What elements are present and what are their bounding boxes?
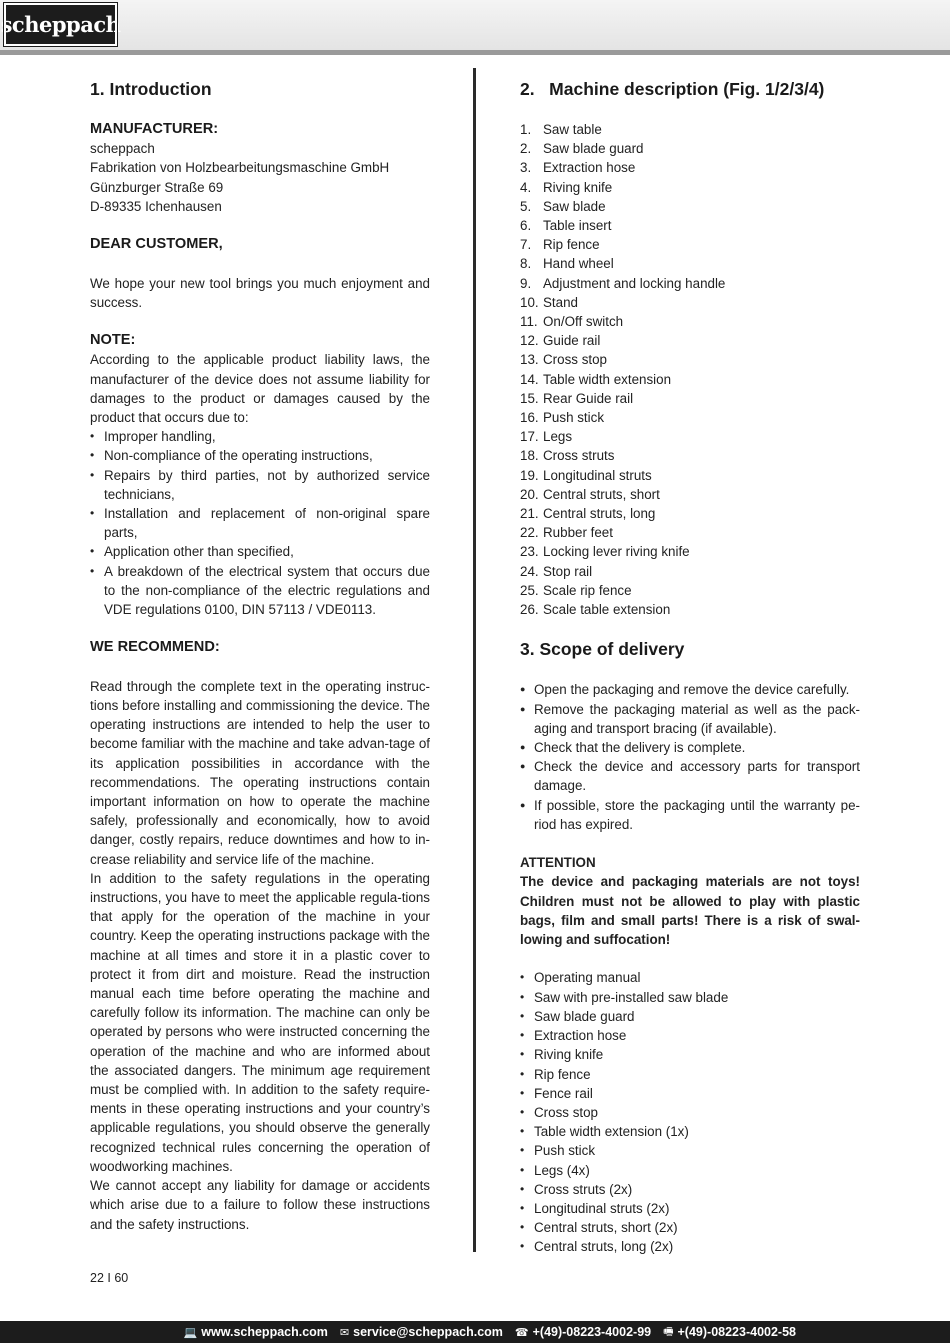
item-number: 14.	[520, 371, 539, 387]
right-column	[520, 78, 860, 1257]
footer-web[interactable]	[184, 1325, 328, 1339]
machine-part-item	[520, 293, 860, 312]
list-item: • Saw with pre-installed saw blade	[520, 988, 860, 1007]
machine-part-item	[520, 581, 860, 600]
list-item: ● If possible, store the packaging until the warranty pe-riod has expired.	[520, 796, 860, 834]
dear-customer-text: We hope your new tool brings you much enjoyment and success.	[90, 275, 430, 310]
machine-part-item	[520, 139, 860, 158]
machine-part-item	[520, 427, 860, 446]
list-item: • Central struts, long (2x)	[520, 1237, 860, 1256]
manufacturer-line: D-89335 Ichenhausen	[90, 198, 222, 214]
list-item: • Operating manual	[520, 968, 860, 987]
machine-part-item	[520, 523, 860, 542]
manufacturer-heading: MANUFACTURER:	[90, 121, 219, 137]
machine-description-title: 2. Machine description (Fig. 1/2/3/4)	[520, 79, 825, 99]
item-label: Stand	[543, 294, 578, 310]
list-item: ● Check the device and accessory parts for transport damage.	[520, 757, 860, 795]
footer-bar	[0, 1321, 950, 1343]
fax-number: +(49)-08223-4002-58	[677, 1325, 796, 1339]
manufacturer-line: Günzburger Straße 69	[90, 179, 224, 195]
item-label: Extraction hose	[543, 160, 636, 176]
item-label: Scale rip fence	[543, 582, 632, 598]
item-number: 8.	[520, 256, 532, 272]
item-number: 1.	[520, 122, 532, 137]
item-number: 24.	[520, 563, 539, 579]
machine-part-item	[520, 466, 860, 485]
item-label: Hand wheel	[543, 256, 614, 272]
machine-part-item	[520, 254, 860, 273]
note-heading: NOTE:	[90, 332, 136, 349]
item-number: 2.	[520, 141, 532, 157]
item-label: Locking lever riving knife	[543, 544, 690, 560]
machine-part-item	[520, 216, 860, 235]
manufacturer-line: Fabrikation von Holzbearbeitungsmaschine GmbH	[90, 160, 390, 176]
computer-icon: 💻	[183, 1326, 198, 1339]
machine-part-item	[520, 331, 860, 350]
item-number: 3.	[520, 160, 532, 176]
item-label: Stop rail	[543, 563, 593, 579]
item-label: Cross struts	[543, 448, 615, 464]
list-item: • Extraction hose	[520, 1026, 860, 1045]
list-item: • Central struts, short (2x)	[520, 1218, 860, 1237]
machine-part-item	[520, 312, 860, 331]
list-item: • Fence rail	[520, 1084, 860, 1103]
machine-parts-list	[520, 120, 860, 619]
list-item: ● Open the packaging and remove the device carefully.	[520, 680, 860, 699]
machine-part-item	[520, 197, 860, 216]
item-label: Legs	[543, 429, 573, 445]
item-number: 18.	[520, 448, 539, 464]
item-number: 15.	[520, 390, 539, 406]
item-label: Push stick	[543, 410, 605, 426]
item-number: 17.	[520, 429, 539, 445]
envelope-icon: ✉	[339, 1326, 350, 1339]
recommend-paragraph: Read through the complete text in the operating instruc-tions before installing and commissioning the device. The operating instructions are intended to help the user to become familiar with the machine and take advan-tage of its application possibilities in accordance with the recommendations. The operating instructions contain important information on how to operate the machine safely, professionally and economically, how to avoid danger, costly repairs, reduce downtimes and how to in-crease reliability and service life of the machine.	[90, 678, 430, 867]
email-link[interactable]: service@scheppach.com	[353, 1325, 503, 1339]
item-number: 22.	[520, 525, 539, 541]
page-number: 22 I 60	[90, 1271, 129, 1285]
machine-part-item	[520, 408, 860, 427]
machine-part-item	[520, 274, 860, 293]
manufacturer-line: scheppach	[90, 141, 155, 157]
item-label: Central struts, short	[543, 486, 660, 502]
machine-part-item	[520, 600, 860, 619]
delivery-steps-list	[520, 680, 860, 834]
list-item: • Push stick	[520, 1141, 860, 1160]
item-label: Cross stop	[543, 352, 607, 368]
item-number: 11.	[520, 314, 538, 330]
list-item: • Improper handling,	[90, 427, 430, 446]
item-number: 9.	[520, 275, 532, 291]
machine-part-item	[520, 370, 860, 389]
list-item: • Saw blade guard	[520, 1007, 860, 1026]
machine-part-item	[520, 120, 860, 139]
list-item: • Installation and replacement of non-original spare parts,	[90, 504, 430, 542]
machine-part-item	[520, 158, 860, 177]
item-number: 6.	[520, 218, 532, 234]
footer-fax	[663, 1323, 796, 1342]
list-item: • Cross struts (2x)	[520, 1180, 860, 1199]
list-item: • Rip fence	[520, 1065, 860, 1084]
fax-icon: 🖷	[663, 1325, 674, 1338]
machine-part-item	[520, 235, 860, 254]
dear-customer-heading: DEAR CUSTOMER,	[90, 236, 223, 253]
machine-part-item	[520, 485, 860, 504]
item-number: 19.	[520, 467, 539, 483]
item-label: Table width extension	[543, 371, 672, 387]
item-number: 12.	[520, 333, 539, 349]
item-label: Central struts, long	[543, 506, 656, 522]
left-column	[90, 78, 430, 1234]
item-number: 13.	[520, 352, 539, 368]
machine-part-item	[520, 562, 860, 581]
item-label: Riving knife	[543, 179, 613, 195]
item-number: 20.	[520, 486, 539, 502]
item-label: Table insert	[543, 218, 612, 234]
note-list	[90, 427, 430, 619]
list-item: • Riving knife	[520, 1045, 860, 1064]
website-link[interactable]: www.scheppach.com	[201, 1325, 328, 1339]
list-item: • A breakdown of the electrical system that occurs due to the non-compliance of the electric regulations and VDE regulations 0100, DIN 57113 / VDE0113.	[90, 562, 430, 620]
item-label: Rubber feet	[543, 525, 613, 541]
footer-email[interactable]	[340, 1325, 503, 1339]
machine-part-item	[520, 446, 860, 465]
list-item: ● Remove the packaging material as well as the pack-aging and transport bracing (if available).	[520, 700, 860, 738]
footer-phone	[515, 1325, 651, 1339]
recommend-paragraph: We cannot accept any liability for damage or accidents which arise due to a failure to follow these instructions and the safety instructions.	[90, 1178, 430, 1232]
attention-text: The device and packaging materials are not toys! Children must not be allowed to play with plastic bags, film and small parts! There is a risk of swal-lowing and suffocation!	[520, 874, 860, 948]
scheppach-logo: scheppach	[4, 3, 117, 46]
intro-title: 1. Introduction	[90, 79, 212, 99]
list-item: • Repairs by third parties, not by authorized service technicians,	[90, 466, 430, 504]
delivery-items-list	[520, 968, 860, 1256]
item-label: Saw blade guard	[543, 141, 644, 157]
item-number: 23.	[520, 544, 539, 560]
machine-part-item	[520, 389, 860, 408]
list-item: • Legs (4x)	[520, 1161, 860, 1180]
item-number: 10.	[520, 294, 539, 310]
item-number: 16.	[520, 410, 539, 426]
item-label: Saw table	[543, 122, 602, 137]
header-bar	[0, 0, 950, 55]
item-label: On/Off switch	[543, 314, 624, 330]
item-label: Saw blade	[543, 198, 606, 214]
item-label: Rip fence	[543, 237, 600, 253]
note-text: According to the applicable product liability laws, the manufacturer of the device does not assume liability for damages to the product or damages caused by the product that occurs due to:	[90, 352, 430, 425]
item-label: Scale table extension	[543, 602, 671, 618]
list-item: • Cross stop	[520, 1103, 860, 1122]
phone-icon: ☎	[514, 1326, 529, 1339]
item-label: Longitudinal struts	[543, 467, 652, 483]
item-label: Adjustment and locking handle	[543, 275, 726, 291]
item-number: 25.	[520, 582, 539, 598]
machine-part-item	[520, 542, 860, 561]
column-divider	[473, 68, 476, 1252]
list-item: • Table width extension (1x)	[520, 1122, 860, 1141]
item-number: 21.	[520, 506, 539, 522]
phone-number: +(49)-08223-4002-99	[532, 1325, 652, 1339]
item-number: 5.	[520, 198, 532, 214]
item-number: 26.	[520, 602, 539, 618]
machine-part-item	[520, 504, 860, 523]
item-number: 4.	[520, 179, 532, 195]
list-item: • Longitudinal struts (2x)	[520, 1199, 860, 1218]
recommend-paragraph: In addition to the safety regulations in the operating instructions, you have to meet the applicable regula-tions that apply for the operation of the machine in your country. Keep the operating instructions package with the machine at all times and store it in a plastic cover to protect it from dirt and moisture. Read the instruction manual each time before operating the machine and carefully follow its information. The machine can only be operated by persons who were instructed concerning the operation of the machine and who are informed about the associated dangers. The minimum age requirement must be complied with. In addition to the safety require-ments in these operating instructions and your country’s applicable regulations, you should observe the generally recognized technical rules concerning the operation of woodworking machines.	[90, 870, 430, 1174]
machine-part-item	[520, 178, 860, 197]
item-label: Guide rail	[543, 333, 601, 349]
list-item: • Application other than specified,	[90, 542, 430, 561]
recommend-heading: WE RECOMMEND:	[90, 639, 220, 656]
attention-heading: ATTENTION	[520, 855, 596, 871]
scope-title: 3. Scope of delivery	[520, 639, 685, 660]
list-item: • Non-compliance of the operating instructions,	[90, 446, 430, 465]
machine-part-item	[520, 350, 860, 369]
list-item: ● Check that the delivery is complete.	[520, 738, 860, 757]
item-label: Rear Guide rail	[543, 390, 634, 406]
item-number: 7.	[520, 237, 532, 253]
